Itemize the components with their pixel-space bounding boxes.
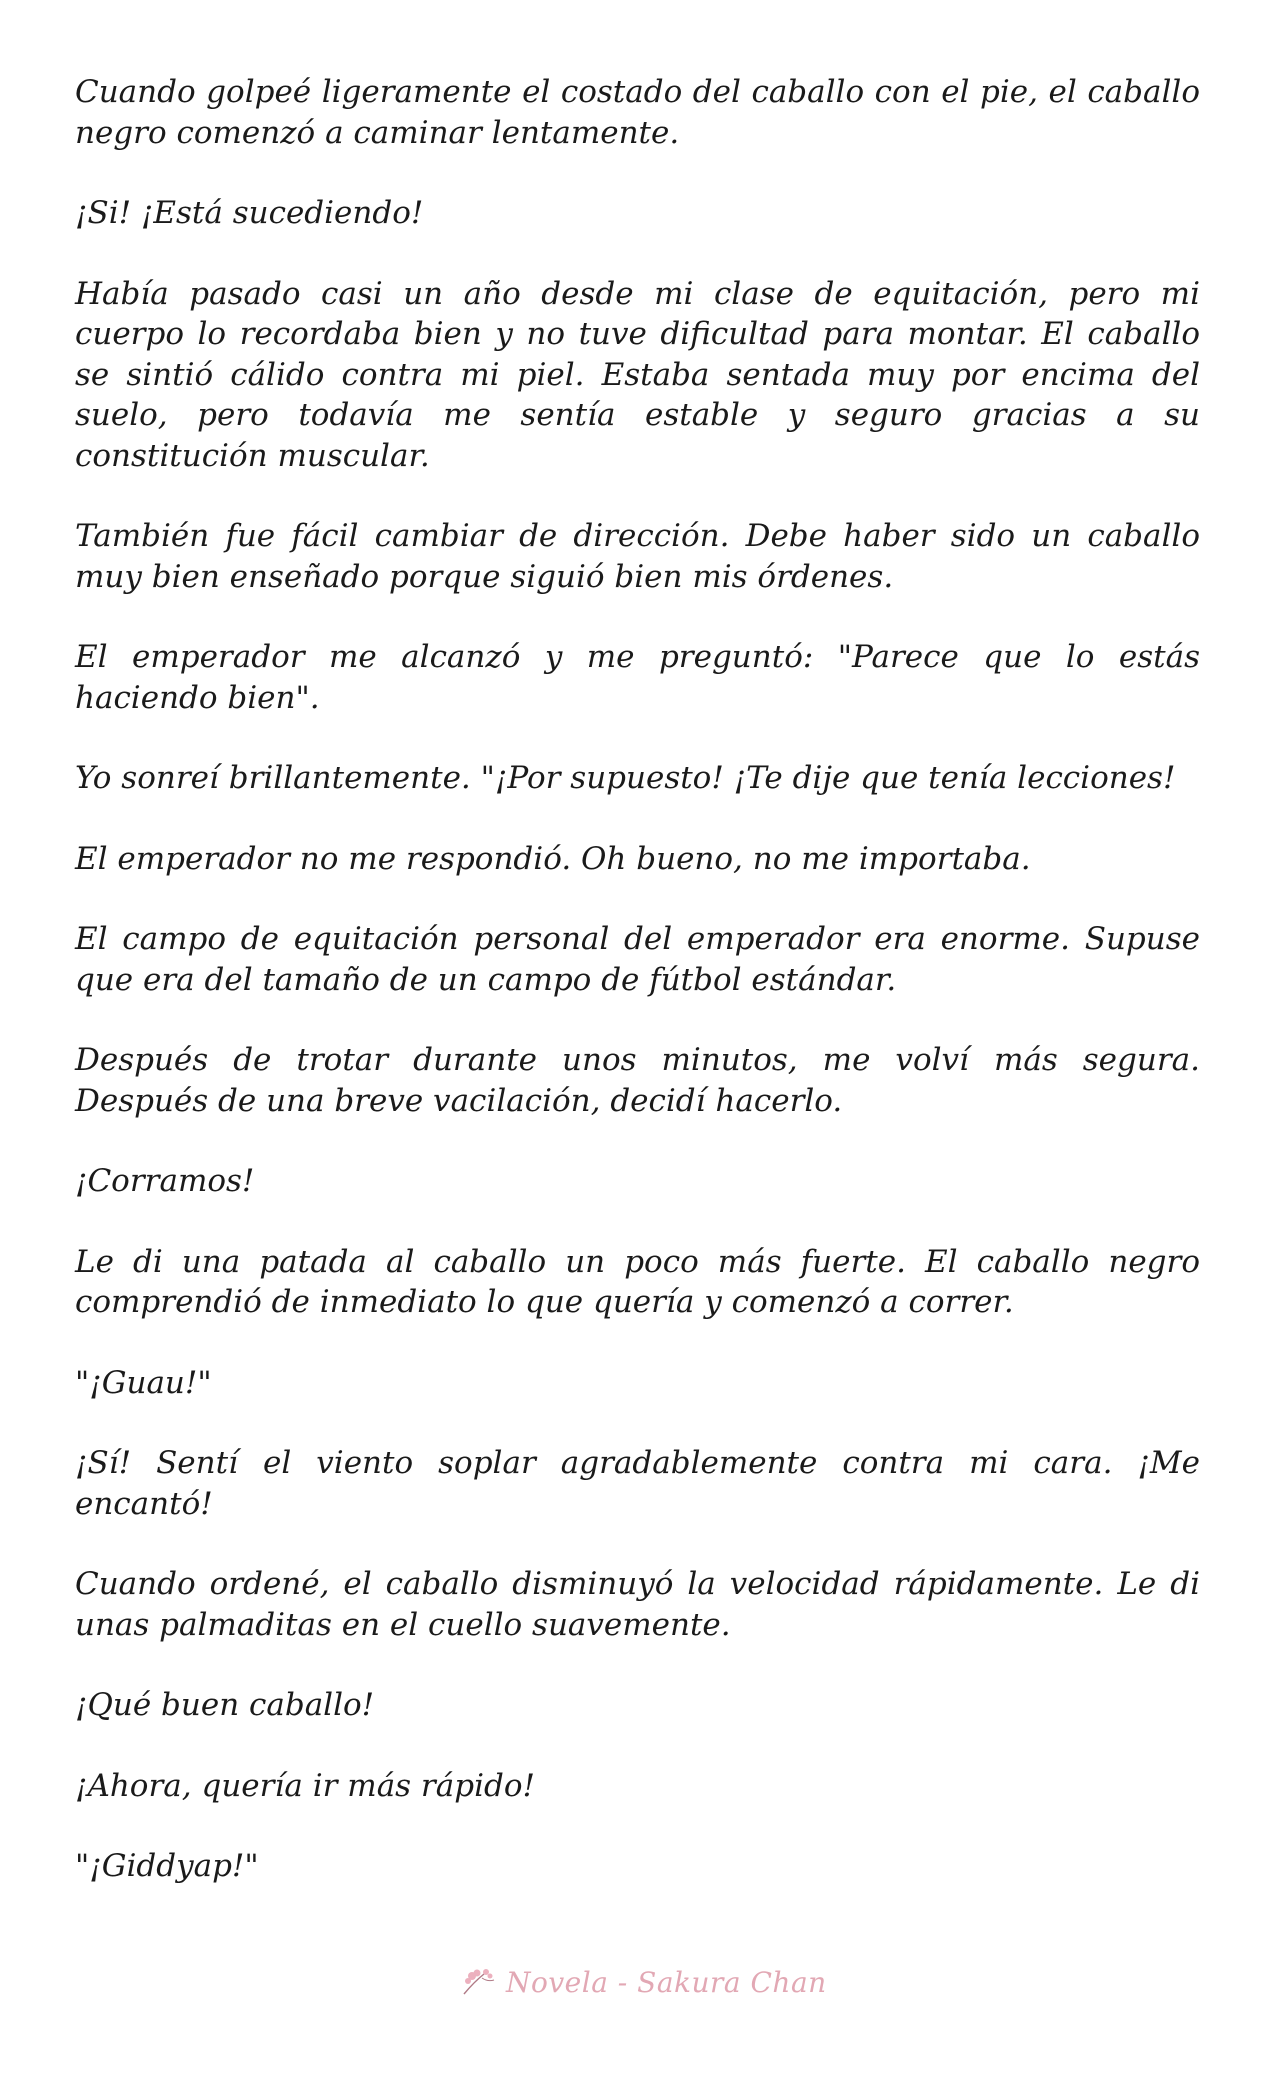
paragraph: El campo de equitación personal del emperador era enorme. Supuse que era del tamaño de un campo de fútbol estándar. bbox=[75, 921, 1200, 998]
paragraph: Cuando golpeé ligeramente el costado del caballo con el pie, el caballo negro comenzó a caminar lentamente. bbox=[75, 74, 1200, 151]
paragraph: Después de trotar durante unos minutos, me volví más segura. Después de una breve vacilación, decidí hacerlo. bbox=[75, 1042, 1200, 1119]
watermark bbox=[460, 1960, 860, 2004]
document-body bbox=[75, 72, 1200, 1927]
paragraph: Yo sonreí brillantemente. "¡Por supuesto! ¡Te dije que tenía lecciones! bbox=[75, 760, 1176, 796]
paragraph: ¡Si! ¡Está sucediendo! bbox=[75, 195, 424, 231]
paragraph: Cuando ordené, el caballo disminuyó la velocidad rápidamente. Le di unas palmaditas en el cuello suavemente. bbox=[75, 1566, 1200, 1643]
watermark-text: Novela - Sakura Chan bbox=[506, 1965, 827, 1999]
paragraph: ¡Corramos! bbox=[75, 1163, 255, 1199]
paragraph: El emperador no me respondió. Oh bueno, no me importaba. bbox=[75, 840, 1031, 877]
paragraph: El emperador me alcanzó y me preguntó: "Parece que lo estás haciendo bien". bbox=[75, 639, 1200, 716]
paragraph: "¡Giddyap!" bbox=[75, 1848, 259, 1884]
paragraph: ¡Sí! Sentí el viento soplar agradablemente contra mi cara. ¡Me encantó! bbox=[75, 1445, 1200, 1522]
paragraph: ¡Ahora, quería ir más rápido! bbox=[75, 1767, 535, 1804]
paragraph: "¡Guau!" bbox=[75, 1364, 212, 1401]
paragraph: Había pasado casi un año desde mi clase de equitación, pero mi cuerpo lo recordaba bien y no tuve dificultad para montar. El caballo se sintió cálido contra mi piel. Estaba sentada muy por encima del suelo, pero todavía me sentía estable y seguro gracias a su constitución muscular. bbox=[75, 275, 1200, 474]
sakura-flower-icon bbox=[460, 1964, 500, 2000]
paragraph: ¡Qué buen caballo! bbox=[75, 1687, 375, 1723]
paragraph: También fue fácil cambiar de dirección. Debe haber sido un caballo muy bien enseñado porque siguió bien mis órdenes. bbox=[75, 518, 1200, 595]
paragraph: Le di una patada al caballo un poco más fuerte. El caballo negro comprendió de inmediato lo que quería y comenzó a correr. bbox=[75, 1243, 1200, 1320]
